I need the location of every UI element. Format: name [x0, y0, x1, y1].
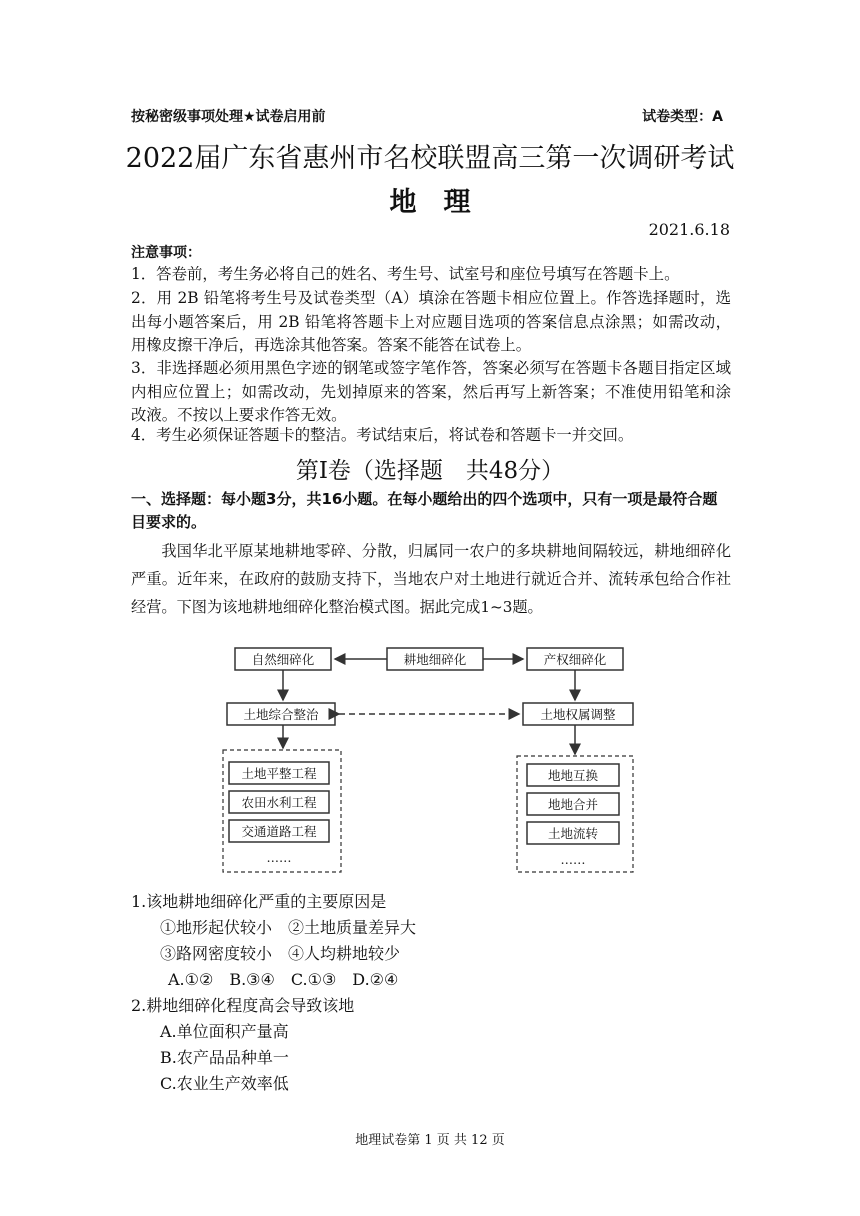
- section-title: 第Ⅰ卷（选择题 共48分）: [295, 458, 565, 484]
- land-merge-label: 地地合并: [547, 797, 599, 812]
- left-ellipsis: ……: [266, 850, 292, 865]
- question-1-stem: 1.该地耕地细碎化严重的主要原因是: [131, 892, 387, 911]
- note-item-1: 1．答卷前，考生务必将自己的姓名、考生号、试室号和座位号填写在答题卡上。: [131, 265, 680, 283]
- question-2-option-a: A.单位面积产量高: [160, 1022, 289, 1041]
- farmland-fragmentation-label: 耕地细碎化: [403, 652, 467, 667]
- property-fragmentation-label: 产权细碎化: [543, 652, 607, 667]
- land-rights-label: 土地权属调整: [540, 707, 616, 722]
- land-swap-label: 地地互换: [547, 768, 599, 783]
- question-2-stem: 2.耕地细碎化程度高会导致该地: [131, 996, 355, 1015]
- paper-type: 试卷类型：A: [642, 109, 723, 125]
- note-item-4: 4．考生必须保证答题卡的整洁。考试结束后，将试卷和答题卡一并交回。: [131, 426, 634, 444]
- confidentiality-note: 按秘密级事项处理★试卷启用前: [131, 109, 326, 125]
- question-1-choices-b: ③路网密度较小 ④人均耕地较少: [160, 944, 401, 963]
- right-ellipsis: ……: [560, 852, 586, 867]
- land-transfer-label: 土地流转: [547, 826, 599, 841]
- exam-date: 2021.6.18: [648, 220, 730, 239]
- irrigation-label: 农田水利工程: [241, 795, 317, 810]
- page-footer: 地理试卷第 1 页 共 12 页: [355, 1133, 505, 1148]
- section-instruction: 一、选择题：每小题3分，共16小题。在每小题给出的四个选项中，只有一项是最符合题目要求的。: [131, 490, 718, 531]
- road-engineering-label: 交通道路工程: [241, 824, 317, 839]
- subject-title: 地 理: [389, 187, 471, 218]
- note-item-3: 3．非选择题必须用黑色字迹的钢笔或签字笔作答，答案必须写在答题卡各题目指定区域内相应位置上；如需改动，先划掉原来的答案，然后再写上新答案；不准使用铅笔和涂改液。不按以上要求作答无效。: [131, 359, 731, 424]
- exam-title: 2022届广东省惠州市名校联盟高三第一次调研考试: [125, 143, 735, 174]
- question-1-options: A.①② B.③④ C.①③ D.②④: [168, 970, 399, 989]
- notes-heading: 注意事项：: [131, 245, 201, 261]
- question-intro: 我国华北平原某地耕地零碎、分散，归属同一农户的多块耕地间隔较远，耕地细碎化严重。近年来，在政府的鼓励支持下，当地农户对土地进行就近合并、流转承包给合作社经营。下图为该地耕地细碎化整治模式图。据此完成1~3题。: [131, 542, 731, 616]
- land-levelling-label: 土地平整工程: [241, 766, 317, 781]
- land-consolidation-label: 土地综合整治: [243, 707, 319, 722]
- question-1-choices-a: ①地形起伏较小 ②土地质量差异大: [160, 918, 417, 937]
- note-item-2: 2．用 2B 铅笔将考生号及试卷类型（A）填涂在答题卡相应位置上。作答选择题时，选出每小题答案后，用 2B 铅笔将答题卡上对应题目选项的答案信息点涂黑；如需改动，用橡皮擦干净后，再选涂其他答案。答案不能答在试卷上。: [131, 289, 731, 354]
- question-2-option-c: C.农业生产效率低: [160, 1074, 289, 1093]
- question-2-option-b: B.农产品品种单一: [160, 1048, 289, 1067]
- natural-fragmentation-label: 自然细碎化: [251, 652, 315, 667]
- consolidation-diagram: [215, 640, 645, 876]
